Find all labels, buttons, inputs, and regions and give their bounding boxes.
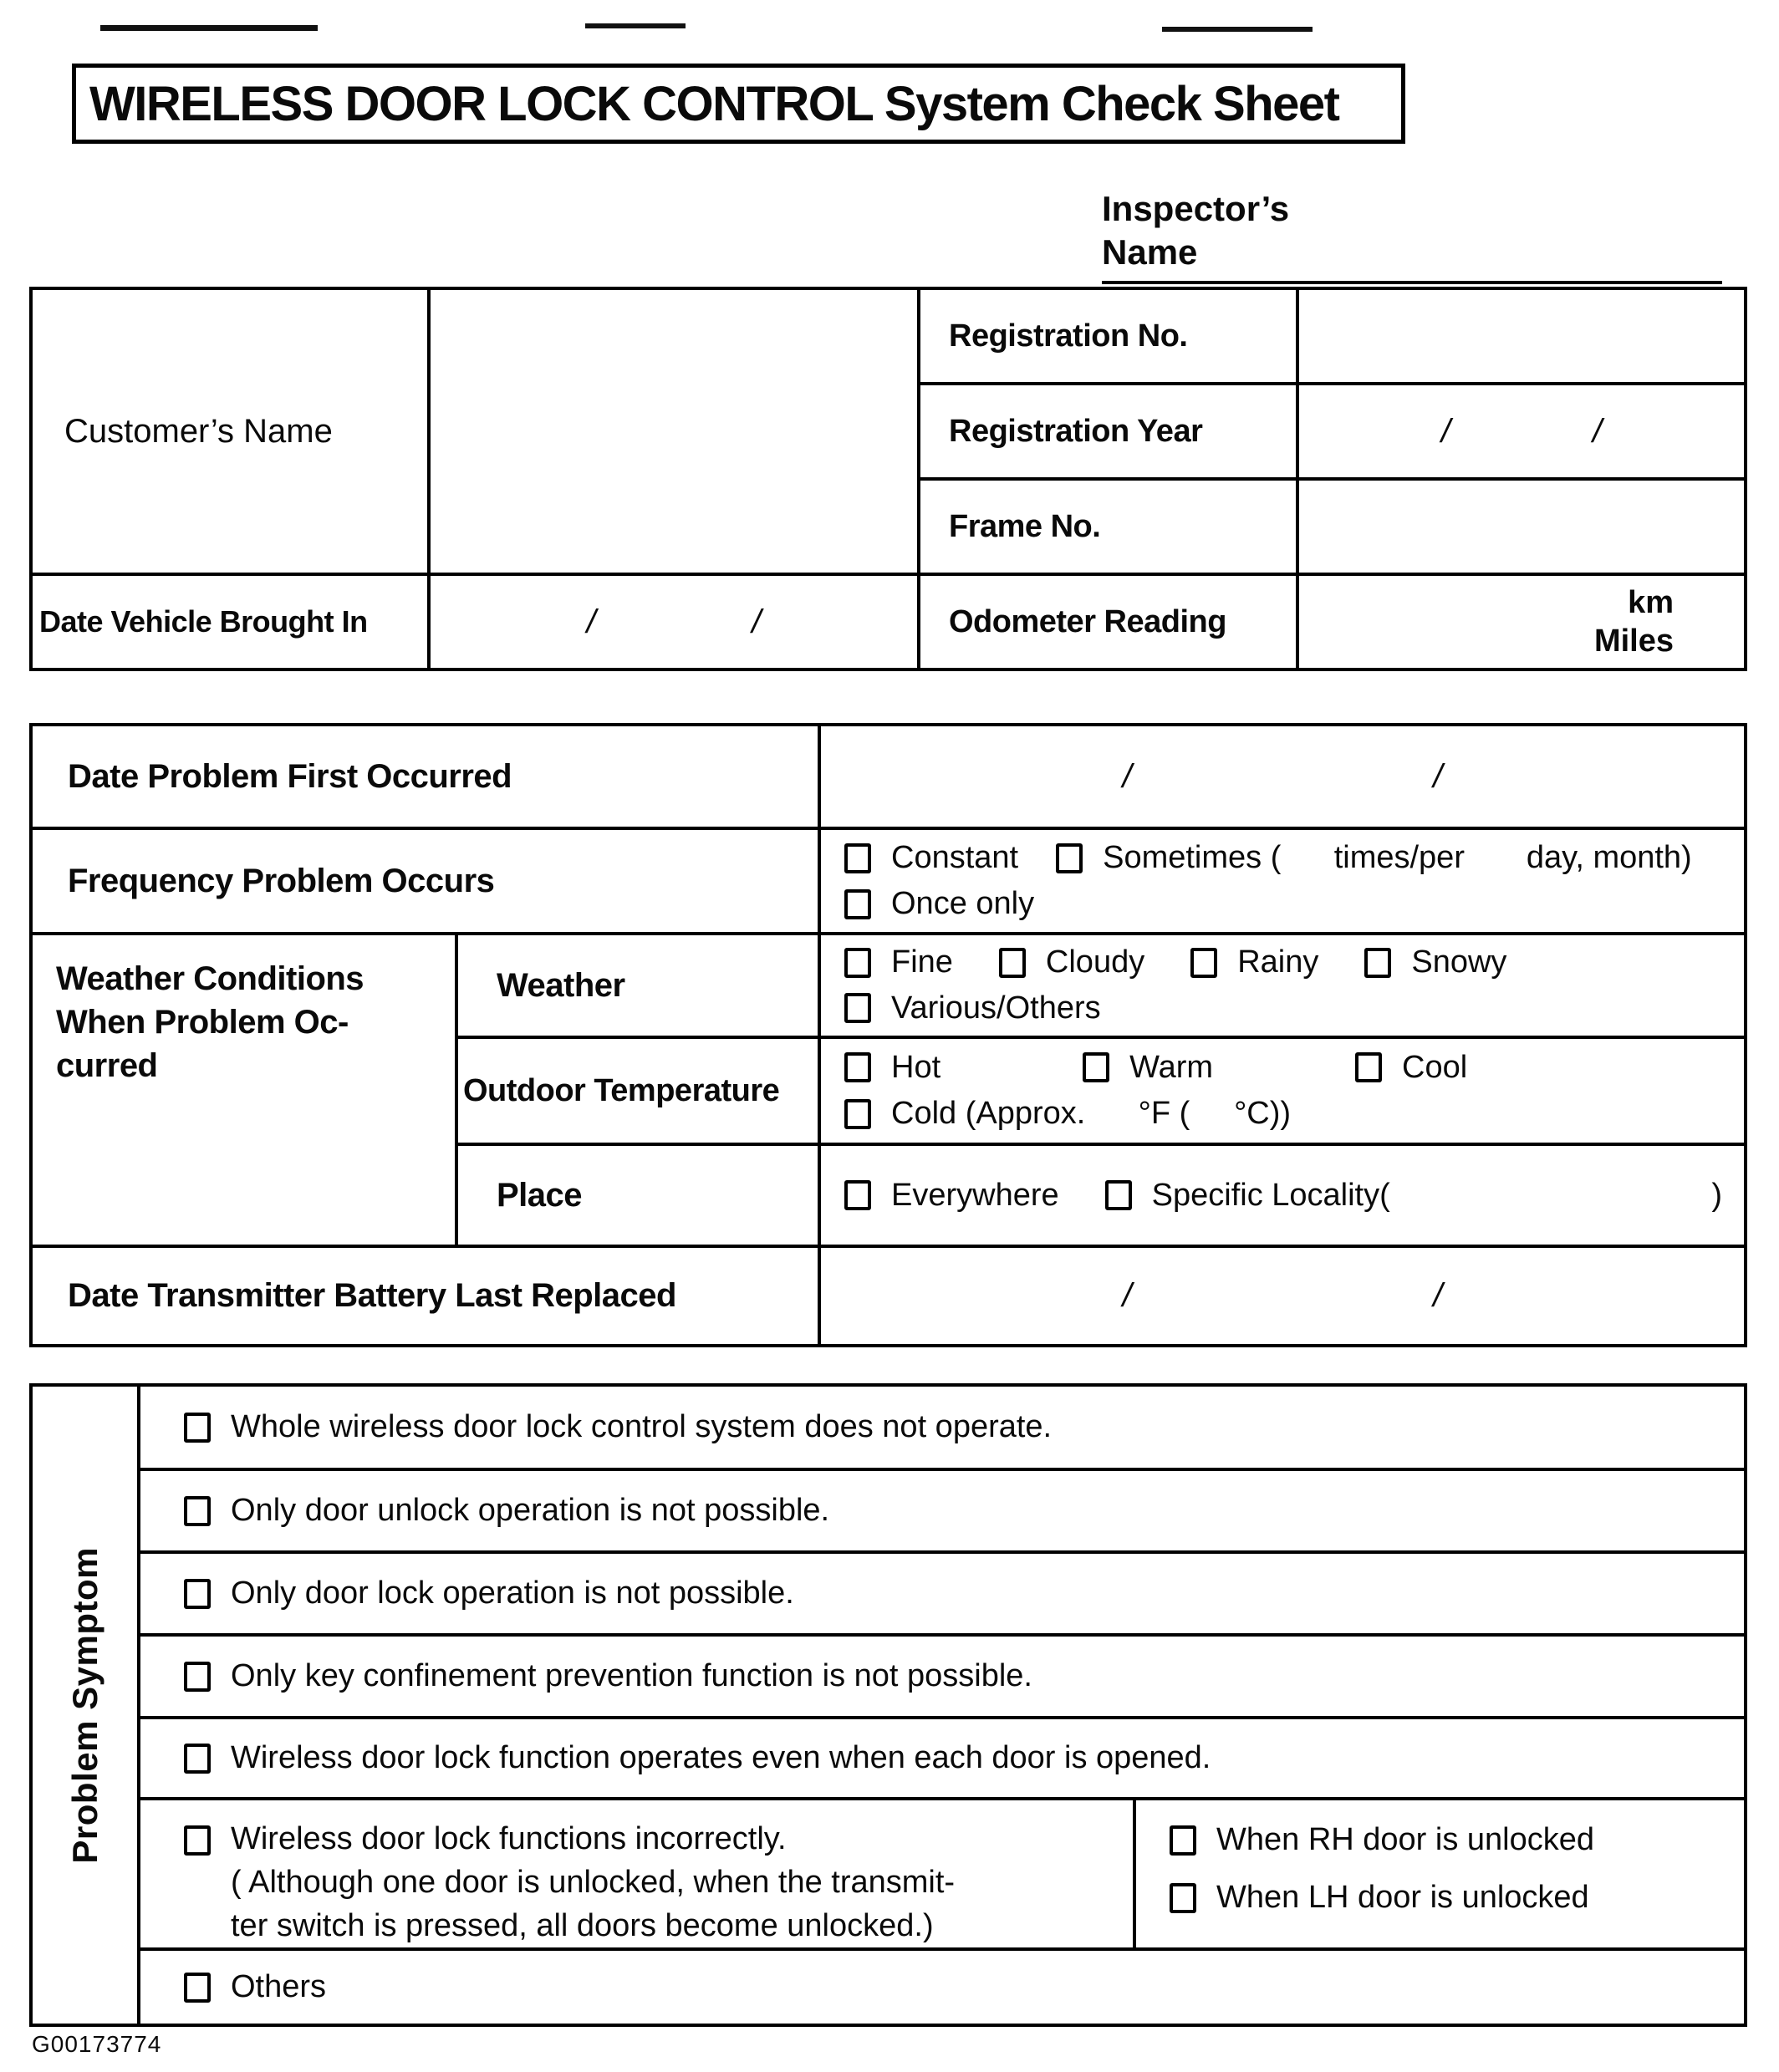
vehicle-info-table bbox=[29, 287, 1747, 671]
date-slash: / bbox=[1440, 412, 1451, 450]
frequency-option-sometimes: Sometimes ( times/per day, month) bbox=[1056, 840, 1692, 876]
checkbox-icon[interactable] bbox=[184, 1744, 211, 1774]
problem-details-table bbox=[29, 723, 1747, 1347]
odometer-unit-km: km bbox=[1628, 585, 1674, 620]
checkbox-icon[interactable] bbox=[1170, 1883, 1196, 1913]
checkbox-icon[interactable] bbox=[844, 843, 871, 873]
checkbox-icon[interactable] bbox=[1170, 1825, 1196, 1856]
symptom-row: Whole wireless door lock control system does not operate. bbox=[140, 1387, 1744, 1468]
frequency-options bbox=[821, 830, 1744, 932]
date-problem-first-occurred-field[interactable] bbox=[821, 726, 1744, 827]
checkbox-icon[interactable] bbox=[1083, 1052, 1109, 1082]
odometer-reading-field[interactable] bbox=[1299, 576, 1744, 668]
checkbox-icon[interactable] bbox=[999, 948, 1026, 978]
scan-artifact bbox=[100, 25, 318, 31]
checkbox-icon[interactable] bbox=[184, 1579, 211, 1609]
checkbox-icon[interactable] bbox=[844, 993, 871, 1023]
symptom-row-others: Others bbox=[140, 1951, 1744, 2024]
frame-no-field[interactable] bbox=[1299, 481, 1744, 573]
checkbox-icon[interactable] bbox=[184, 1973, 211, 2003]
place-label: Place bbox=[458, 1146, 818, 1245]
date-slash: / bbox=[1122, 1277, 1132, 1314]
checkbox-icon[interactable] bbox=[1355, 1052, 1382, 1082]
customer-name-field[interactable] bbox=[431, 290, 917, 573]
weather-option-fine: Fine bbox=[844, 944, 953, 980]
odometer-unit-miles: Miles bbox=[1593, 624, 1674, 659]
temperature-option-hot: Hot bbox=[844, 1050, 940, 1086]
temperature-option-warm: Warm bbox=[1083, 1050, 1213, 1086]
date-problem-first-occurred-label: Date Problem First Occurred bbox=[33, 726, 818, 827]
frame-no-label: Frame No. bbox=[920, 481, 1296, 573]
checkbox-icon[interactable] bbox=[184, 1413, 211, 1443]
weather-label: Weather bbox=[458, 935, 818, 1036]
checkbox-icon[interactable] bbox=[844, 889, 871, 919]
outdoor-temperature-options bbox=[821, 1039, 1744, 1143]
temperature-option-cool: Cool bbox=[1355, 1050, 1467, 1086]
checkbox-icon[interactable] bbox=[1105, 1180, 1132, 1210]
checkbox-icon[interactable] bbox=[1190, 948, 1217, 978]
checkbox-icon[interactable] bbox=[844, 1099, 871, 1129]
date-slash: / bbox=[1122, 757, 1132, 795]
frequency-problem-occurs-label: Frequency Problem Occurs bbox=[33, 830, 818, 932]
customer-name-label: Customer’s Name bbox=[33, 290, 427, 573]
symptom-incorrect-description: Wireless door lock functions incorrectly. ( Although one door is unlocked, when the transmit- ter switch is pressed, all doors become unlocked.) bbox=[140, 1800, 1133, 1947]
checkbox-icon[interactable] bbox=[184, 1662, 211, 1692]
date-slash: / bbox=[1433, 757, 1443, 795]
registration-no-label: Registration No. bbox=[920, 290, 1296, 382]
registration-year-label: Registration Year bbox=[920, 385, 1296, 477]
page-title: WIRELESS DOOR LOCK CONTROL System Check Sheet bbox=[89, 76, 1339, 131]
frequency-option-once-only: Once only bbox=[844, 886, 1034, 922]
figure-code: G00173774 bbox=[32, 2031, 162, 2057]
date-slash: / bbox=[1592, 412, 1603, 450]
sub-option-rh-door: When RH door is unlocked bbox=[1170, 1822, 1744, 1858]
date-slash: / bbox=[586, 603, 596, 640]
checkbox-icon[interactable] bbox=[1364, 948, 1391, 978]
title-box bbox=[72, 64, 1405, 144]
inspector-label-line2: Name bbox=[1102, 232, 1198, 272]
registration-no-field[interactable] bbox=[1299, 290, 1744, 382]
weather-option-snowy: Snowy bbox=[1364, 944, 1506, 980]
weather-options bbox=[821, 935, 1744, 1036]
symptom-row: Only door unlock operation is not possible. bbox=[140, 1471, 1744, 1550]
scan-artifact bbox=[1162, 27, 1313, 32]
outdoor-temperature-label: Outdoor Temperature bbox=[458, 1039, 818, 1143]
checkbox-icon[interactable] bbox=[184, 1496, 211, 1526]
problem-symptom-side-label: Problem Symptom bbox=[33, 1387, 137, 2024]
checkbox-icon[interactable] bbox=[844, 1180, 871, 1210]
date-slash: / bbox=[1433, 1277, 1443, 1314]
inspector-name-block bbox=[1102, 187, 1722, 284]
specific-locality-close-paren: ) bbox=[1711, 1177, 1722, 1213]
place-option-everywhere: Everywhere bbox=[844, 1178, 1059, 1214]
symptom-incorrect-sub-options bbox=[1133, 1800, 1744, 1947]
battery-last-replaced-field[interactable] bbox=[821, 1248, 1744, 1344]
symptom-row: Wireless door lock function operates even when each door is opened. bbox=[140, 1719, 1744, 1797]
checkbox-icon[interactable] bbox=[844, 948, 871, 978]
checkbox-icon[interactable] bbox=[844, 1052, 871, 1082]
weather-conditions-label: Weather Conditions When Problem Oc- curred bbox=[33, 935, 455, 1245]
temperature-option-cold: Cold (Approx. °F ( °C)) bbox=[844, 1096, 1291, 1132]
symptom-row-incorrect-function bbox=[140, 1800, 1744, 1947]
place-options bbox=[821, 1146, 1744, 1245]
symptom-row: Only door lock operation is not possible. bbox=[140, 1554, 1744, 1633]
date-vehicle-brought-in-label: Date Vehicle Brought In bbox=[33, 576, 427, 668]
sub-option-lh-door: When LH door is unlocked bbox=[1170, 1880, 1744, 1916]
battery-last-replaced-label: Date Transmitter Battery Last Replaced bbox=[33, 1248, 818, 1344]
weather-option-various-others: Various/Others bbox=[844, 990, 1101, 1026]
weather-option-cloudy: Cloudy bbox=[999, 944, 1144, 980]
date-slash: / bbox=[752, 603, 762, 640]
inspector-label-line1: Inspector’s bbox=[1102, 189, 1290, 228]
checkbox-icon[interactable] bbox=[184, 1825, 211, 1856]
place-option-specific-locality: Specific Locality( bbox=[1105, 1178, 1390, 1214]
weather-option-rainy: Rainy bbox=[1190, 944, 1318, 980]
registration-year-field[interactable] bbox=[1299, 385, 1744, 477]
frequency-option-constant: Constant bbox=[844, 840, 1018, 876]
scan-artifact bbox=[585, 23, 686, 28]
problem-symptom-table bbox=[29, 1383, 1747, 2027]
odometer-reading-label: Odometer Reading bbox=[920, 576, 1296, 668]
symptom-row: Only key confinement prevention function is not possible. bbox=[140, 1637, 1744, 1716]
checkbox-icon[interactable] bbox=[1056, 843, 1083, 873]
date-vehicle-brought-in-field[interactable] bbox=[431, 576, 917, 668]
